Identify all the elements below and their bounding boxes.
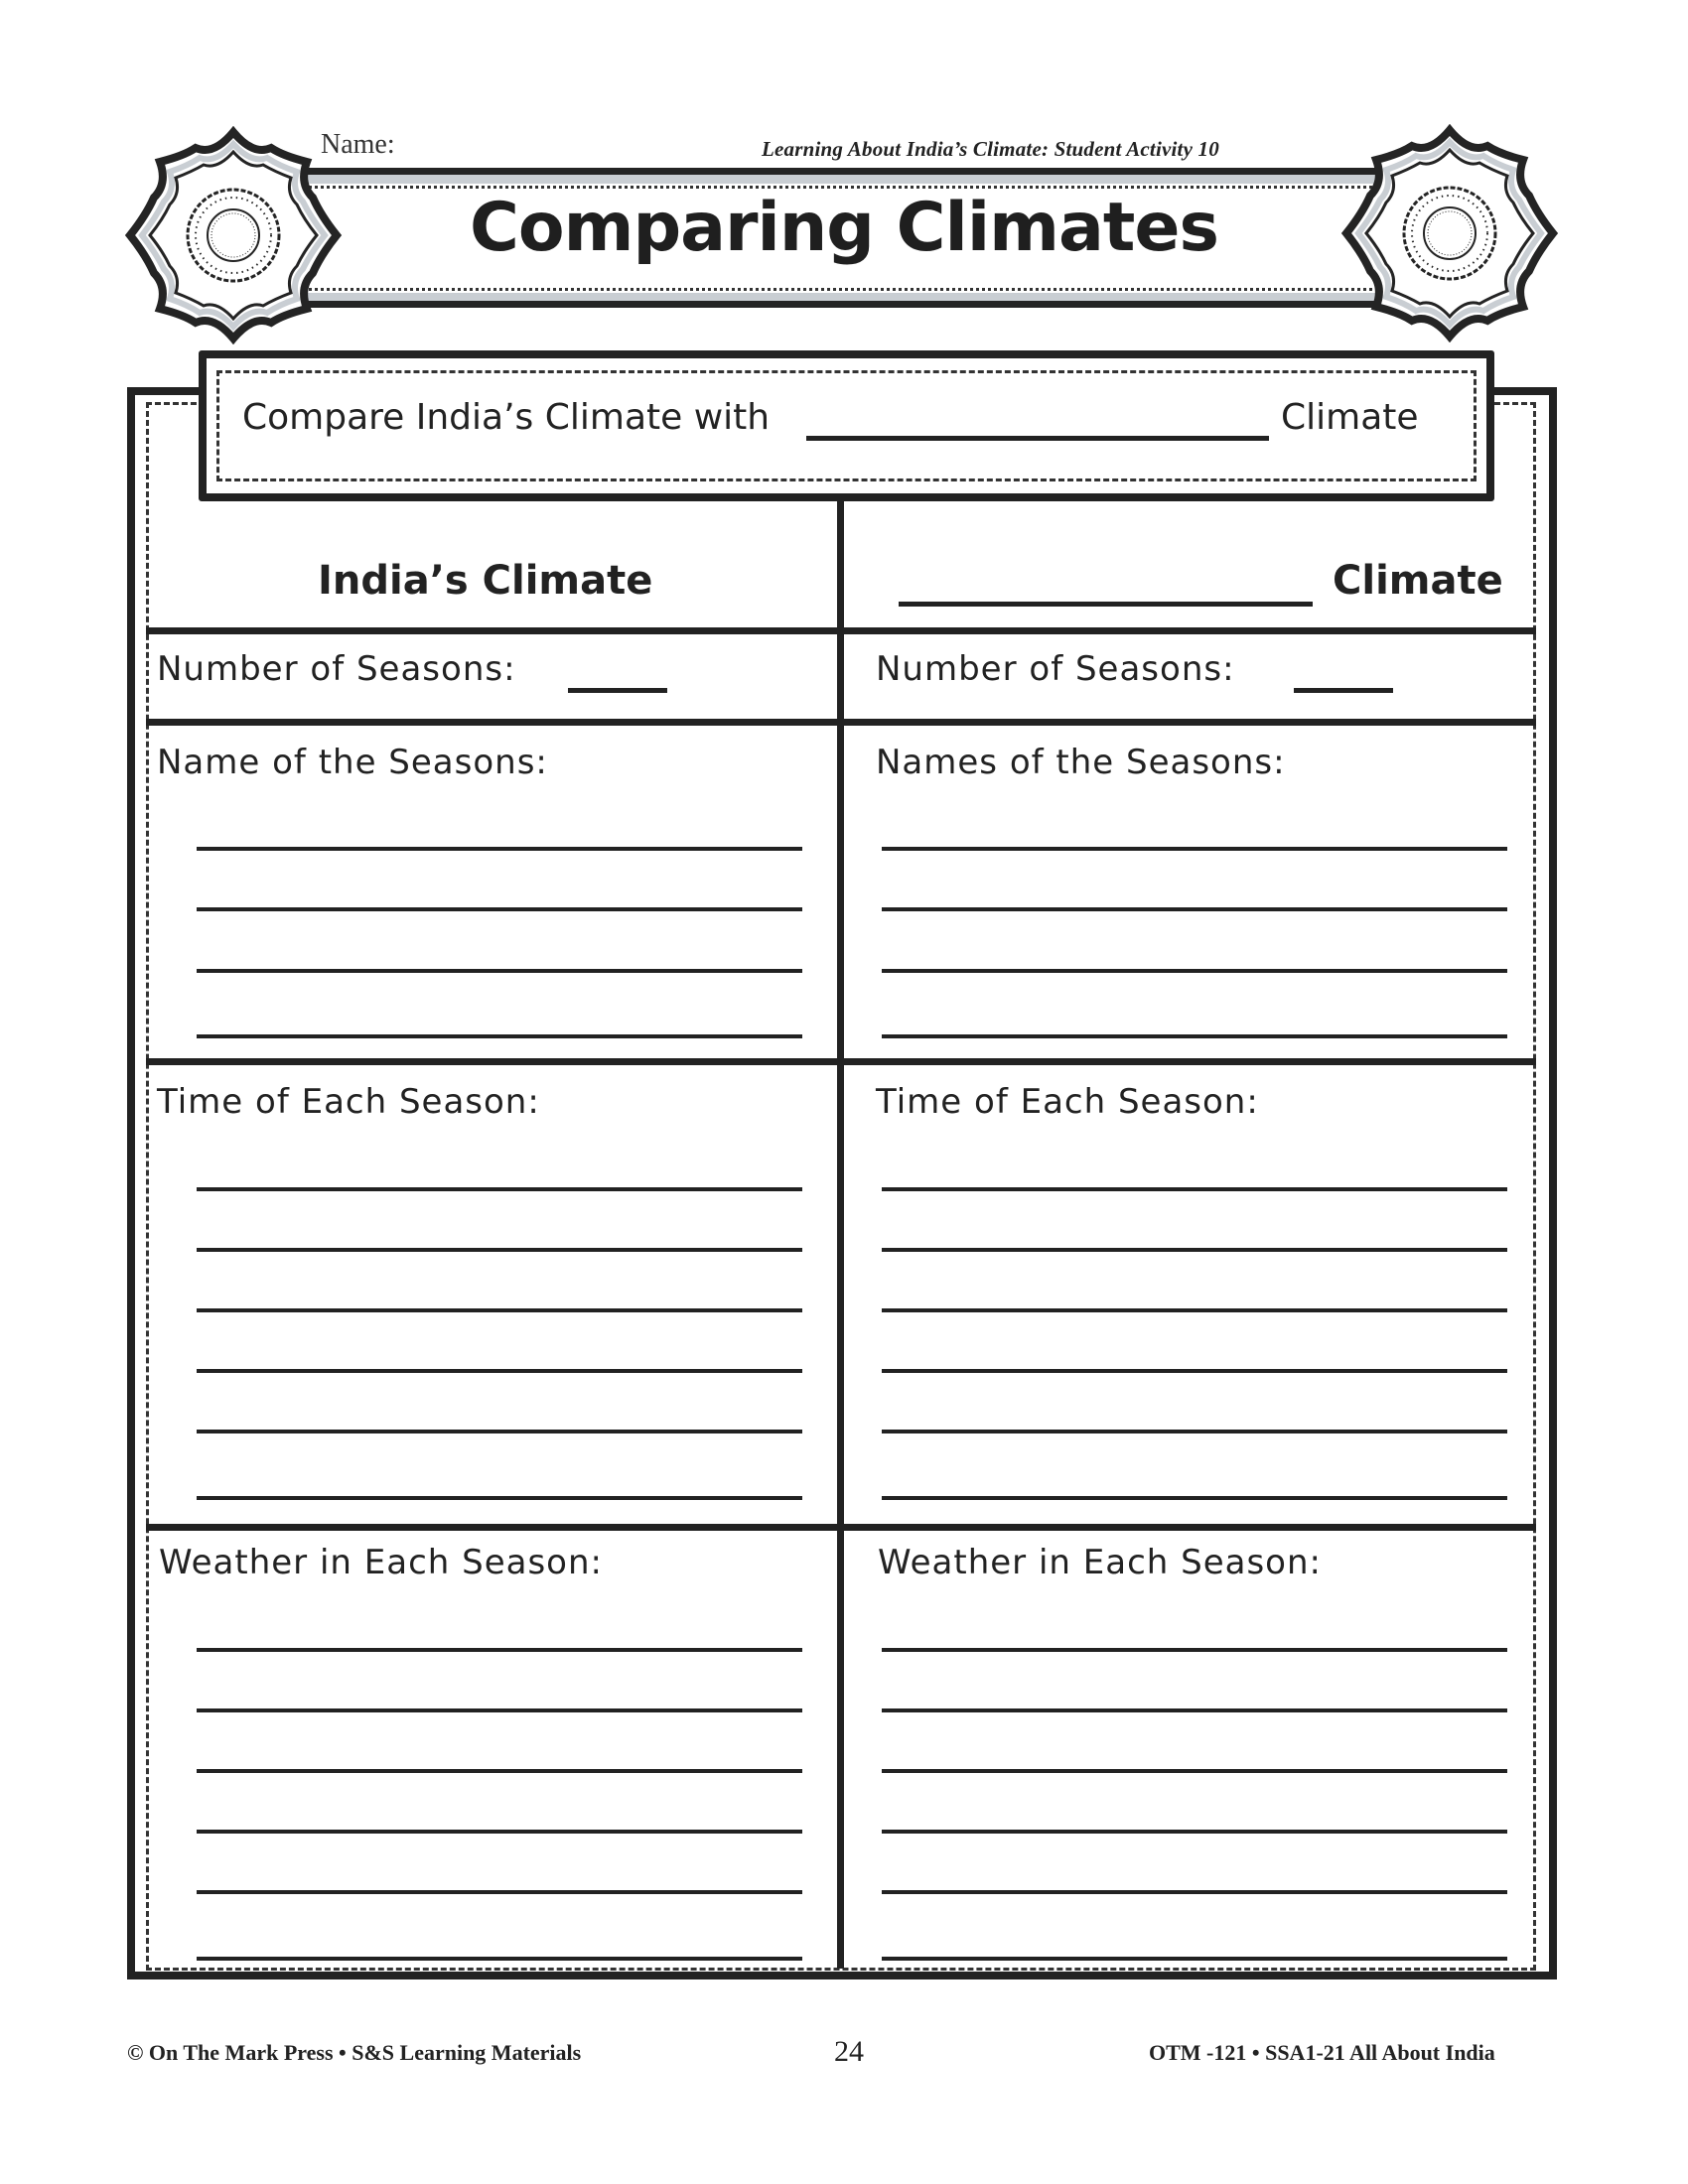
answer-line[interactable] [197, 907, 802, 911]
answer-line[interactable] [882, 969, 1507, 973]
label-season-names-right: Names of the Seasons: [876, 743, 1286, 782]
answer-line[interactable] [882, 1648, 1507, 1652]
answer-line[interactable] [197, 1308, 802, 1312]
blank-number-of-seasons-left[interactable] [568, 688, 667, 693]
answer-line[interactable] [882, 1034, 1507, 1038]
header-band-bottom-line [298, 301, 1390, 308]
mandala-left-icon [124, 126, 343, 344]
column-header-india: India’s Climate [318, 558, 653, 604]
answer-line[interactable] [882, 1769, 1507, 1773]
answer-line[interactable] [882, 847, 1507, 851]
label-season-time-right: Time of Each Season: [876, 1082, 1259, 1122]
answer-line[interactable] [197, 1034, 802, 1038]
label-season-time-left: Time of Each Season: [157, 1082, 540, 1122]
answer-line[interactable] [882, 1957, 1507, 1961]
answer-line[interactable] [882, 907, 1507, 911]
answer-line[interactable] [882, 1708, 1507, 1712]
answer-line[interactable] [197, 1430, 802, 1433]
activity-label: Learning About India’s Climate: Student Activity 10 [762, 137, 1219, 161]
answer-line[interactable] [882, 1369, 1507, 1373]
compare-prompt-suffix: Climate [1281, 397, 1419, 438]
column-header-other-suffix: Climate [1333, 558, 1503, 604]
answer-line[interactable] [882, 1187, 1507, 1191]
page-number: 24 [834, 2035, 864, 2068]
footer-copyright: © On The Mark Press • S&S Learning Materials [127, 2040, 582, 2065]
answer-line[interactable] [197, 1369, 802, 1373]
header-band-top-stripe [298, 175, 1390, 184]
answer-line[interactable] [882, 1496, 1507, 1500]
answer-line[interactable] [882, 1890, 1507, 1894]
answer-line[interactable] [197, 1830, 802, 1834]
answer-line[interactable] [197, 1769, 802, 1773]
answer-line[interactable] [197, 1957, 802, 1961]
compare-prompt-text: Compare India’s Climate with [242, 397, 771, 438]
blank-number-of-seasons-right[interactable] [1294, 688, 1393, 693]
column-header-other-blank[interactable] [899, 602, 1313, 607]
label-season-weather-left: Weather in Each Season: [159, 1543, 603, 1582]
answer-line[interactable] [197, 1248, 802, 1252]
header-band-bottom-dots [298, 288, 1390, 291]
header-band-top-line [298, 168, 1390, 175]
row-divider-season-names [146, 1058, 1536, 1065]
answer-line[interactable] [197, 847, 802, 851]
row-divider-seasons-count [146, 719, 1536, 726]
answer-line[interactable] [882, 1248, 1507, 1252]
answer-line[interactable] [197, 1890, 802, 1894]
label-number-of-seasons-right: Number of Seasons: [876, 649, 1235, 689]
compare-climate-blank[interactable] [806, 436, 1269, 441]
mandala-right-icon [1340, 124, 1559, 342]
answer-line[interactable] [197, 1496, 802, 1500]
label-number-of-seasons-left: Number of Seasons: [157, 649, 516, 689]
row-divider-header [146, 627, 1536, 634]
label-season-names-left: Name of the Seasons: [157, 743, 548, 782]
answer-line[interactable] [197, 1648, 802, 1652]
footer-product-code: OTM -121 • SSA1-21 All About India [1149, 2040, 1495, 2065]
row-divider-season-times [146, 1524, 1536, 1531]
name-label: Name: [321, 129, 395, 160]
answer-line[interactable] [197, 1187, 802, 1191]
answer-line[interactable] [882, 1830, 1507, 1834]
label-season-weather-right: Weather in Each Season: [878, 1543, 1322, 1582]
answer-line[interactable] [197, 1708, 802, 1712]
answer-line[interactable] [197, 969, 802, 973]
answer-line[interactable] [882, 1308, 1507, 1312]
answer-line[interactable] [882, 1430, 1507, 1433]
page-title: Comparing Climates [469, 189, 1218, 267]
